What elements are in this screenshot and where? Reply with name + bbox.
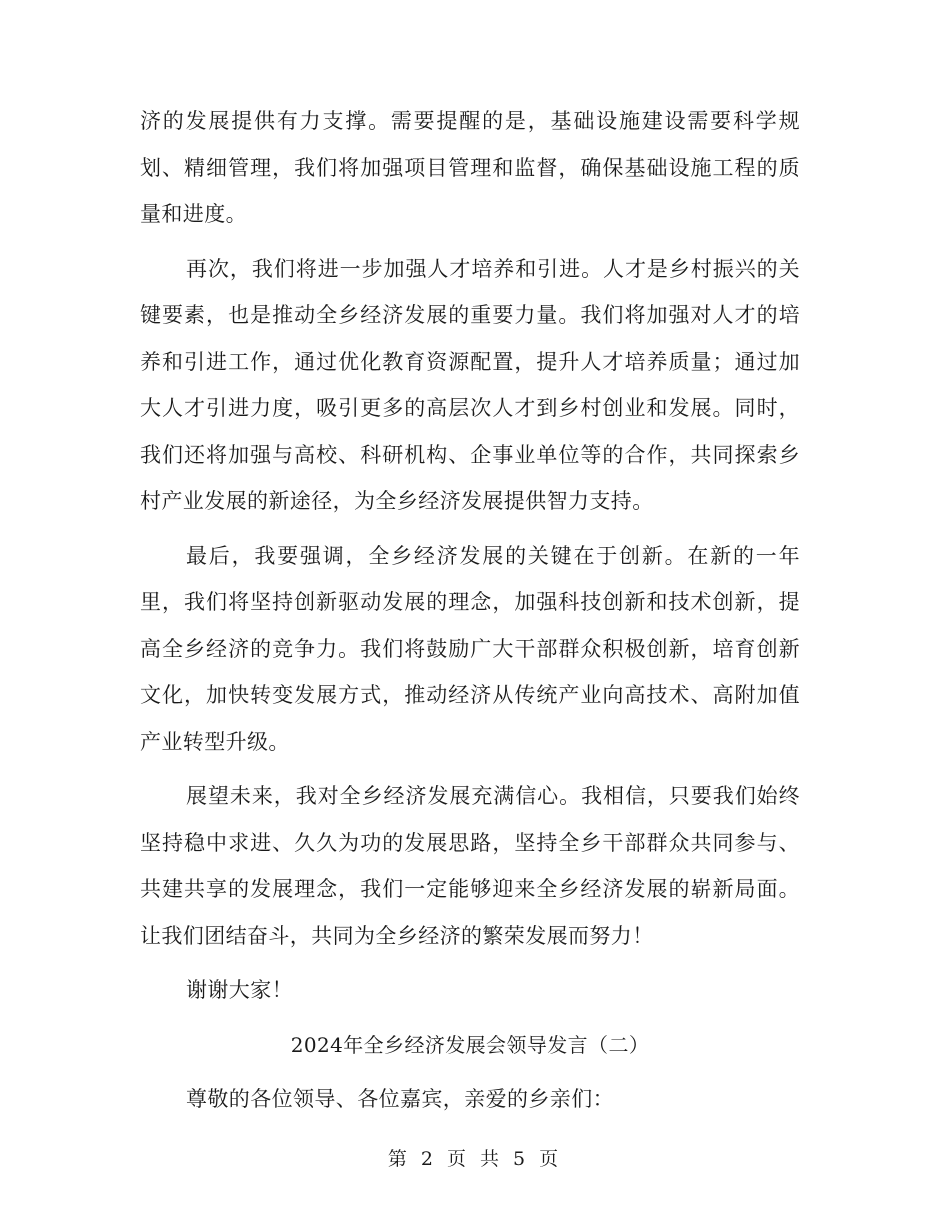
salutation: 尊敬的各位领导、各位嘉宾，亲爱的乡亲们： bbox=[186, 1086, 614, 1111]
paragraph-innovation: 最后，我要强调，全乡经济发展的关键在于创新。在新的一年里，我们将坚持创新驱动发展的理念，加强科技创新和技术创新，提高全乡经济的竞争力。我们将鼓励广大干部群众积极创新，培育创新文化，加快转变发展方式，推动经济从传统产业向高技术、高附加值产业转型升级。 bbox=[140, 543, 800, 754]
paragraph-outlook: 展望未来，我对全乡经济发展充满信心。我相信，只要我们始终坚持稳中求进、久久为功的发展思路，坚持全乡干部群众共同参与、共建共享的发展理念，我们一定能够迎来全乡经济发展的崭新局面。让我们团结奋斗，共同为全乡经济的繁荣发展而努力！ bbox=[140, 784, 800, 948]
paragraph-infrastructure: 济的发展提供有力支撑。需要提醒的是，基础设施建设需要科学规划、精细管理，我们将加强项目管理和监督，确保基础设施工程的质量和进度。 bbox=[140, 109, 800, 226]
paragraph-thanks: 谢谢大家！ bbox=[186, 978, 293, 1002]
document-body bbox=[140, 98, 800, 1130]
paragraph-talent: 再次，我们将进一步加强人才培养和引进。人才是乡村振兴的关键要素，也是推动全乡经济发展的重要力量。我们将加强对人才的培养和引进工作，通过优化教育资源配置，提升人才培养质量；通过加大人才引进力度，吸引更多的高层次人才到乡村创业和发展。同时，我们还将加强与高校、科研机构、企事业单位等的合作，共同探索乡村产业发展的新途径，为全乡经济发展提供智力支持。 bbox=[140, 256, 800, 513]
section-title: 2024年全乡经济发展会领导发言（二） bbox=[290, 1032, 650, 1057]
page-footer: 第 2 页 共 5 页 bbox=[387, 1148, 563, 1170]
